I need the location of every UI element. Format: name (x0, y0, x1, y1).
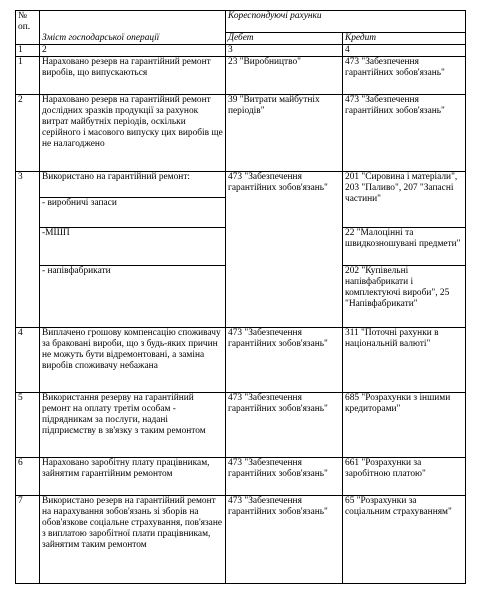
sub-item: - напівфабрикати (40, 266, 226, 328)
debit-account: 473 "Забезпечення гарантійних зобов'язань" (226, 458, 343, 496)
table-row (16, 57, 466, 95)
sub-item: - виробничі запаси (40, 198, 226, 228)
header-debit: Дебет (226, 33, 343, 45)
table-header-row (16, 11, 466, 33)
operation-content: Нараховано резерв на гарантійний ремонт виробів, що випускаються (40, 57, 226, 95)
table-row (16, 328, 466, 393)
operation-content: Використано резерв на гарантійний ремонт на нарахування зобов'язань зі зборів на обов'язкове соціальне страхування, пов'язане з виплатою заробітної плати працівникам, зайнятим таким ремонтом (40, 496, 226, 584)
credit-account: 473 "Забезпечення гарантійних зобов'язань" (343, 95, 466, 172)
document-page (15, 10, 465, 584)
sub-item: -МШП (40, 228, 226, 266)
operation-content: Нараховано резерв на гарантійний ремонт дослідних зразків продукції за рахунок витрат майбутніх періодів, оскільки серійного і масового випуску цих виробів ще не налагоджено (40, 95, 226, 172)
table-index-row (16, 45, 466, 57)
credit-account: 22 "Малоцінні та швидкозношувані предмети" (343, 228, 466, 266)
credit-account: 311 "Поточні рахунки в національній валюті" (343, 328, 466, 393)
row-number: 5 (16, 393, 40, 458)
row-number: 2 (16, 95, 40, 172)
table-row (16, 496, 466, 584)
credit-account: 473 "Забезпечення гарантійних зобов'язань" (343, 57, 466, 95)
operation-content: Виплачено грошову компенсацію споживачу за браковані вироби, що з будь-яких причин не можуть бути відремонтовані, а заміна виробів споживачу небажана (40, 328, 226, 393)
debit-account: 473 "Забезпечення гарантійних зобов'язань" (226, 328, 343, 393)
header-content: Зміст господарської операції (40, 11, 226, 45)
index-cell: 1 (16, 45, 40, 57)
debit-account: 473 "Забезпечення гарантійних зобов'язань" (226, 496, 343, 584)
index-cell: 4 (343, 45, 466, 57)
debit-account: 23 "Виробництво" (226, 57, 343, 95)
header-credit: Кредит (343, 33, 466, 45)
table-row (16, 95, 466, 172)
table-row (16, 393, 466, 458)
credit-account: 685 "Розрахунки з іншими кредиторами" (343, 393, 466, 458)
debit-account: 39 "Витрати майбутніх періодів" (226, 95, 343, 172)
operation-content: Нараховано заробітну плату працівникам, зайнятим гарантійним ремонтом (40, 458, 226, 496)
operations-table (15, 10, 466, 584)
credit-account: 201 "Сировина і матеріали", 203 "Паливо", 207 "Запасні частини" (343, 172, 466, 228)
header-number: № оп. (16, 11, 40, 45)
row-number: 6 (16, 458, 40, 496)
row-number: 1 (16, 57, 40, 95)
debit-account: 473 "Забезпечення гарантійних зобов'язань" (226, 172, 343, 328)
operation-content: Використання резерву на гарантійний ремонт на оплату третім особам - підрядникам за послуги, надані підприємству в зв'язку з таким ремонтом (40, 393, 226, 458)
header-corresponding-accounts: Кореспондуючі рахунки (226, 11, 466, 33)
row-number: 3 (16, 172, 40, 328)
index-cell: 2 (40, 45, 226, 57)
debit-account: 473 "Забезпечення гарантійних зобов'язань" (226, 393, 343, 458)
credit-account: 661 "Розрахунки за заробітною платою" (343, 458, 466, 496)
table-row (16, 458, 466, 496)
credit-account: 202 "Купівельні напівфабрикати і комплектуючі вироби", 25 "Напівфабрикати" (343, 266, 466, 328)
operation-content: Використано на гарантійний ремонт: (40, 172, 226, 198)
credit-account: 65 "Розрахунки за соціальним страхуванням" (343, 496, 466, 584)
index-cell: 3 (226, 45, 343, 57)
row-number: 7 (16, 496, 40, 584)
table-row (16, 172, 466, 198)
row-number: 4 (16, 328, 40, 393)
